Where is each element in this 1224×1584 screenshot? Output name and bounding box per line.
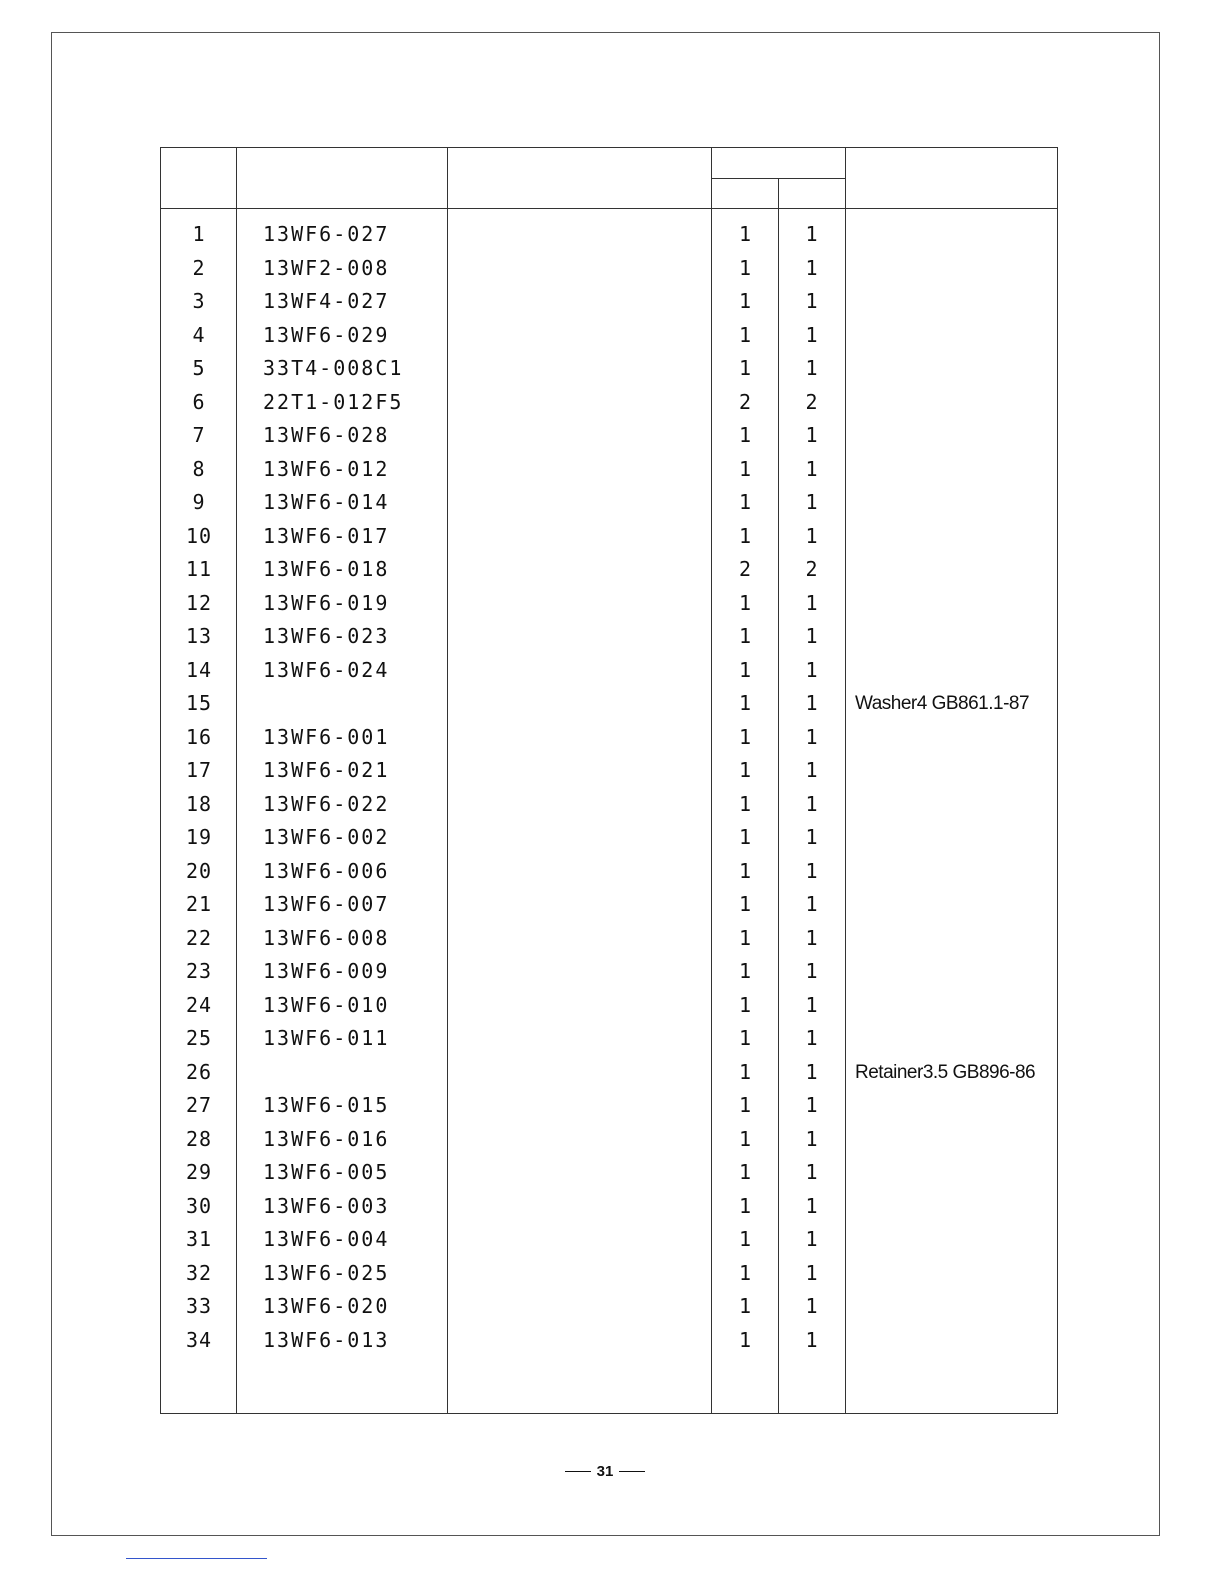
- table-row: [161, 687, 1057, 720]
- quantity-2: 1: [805, 959, 818, 983]
- row-number: 2: [192, 255, 206, 280]
- quantity-2: 1: [805, 1093, 818, 1117]
- row-number: 1: [192, 222, 206, 246]
- part-code: 13WF6-013: [263, 1327, 390, 1352]
- quantity-1: 1: [738, 1160, 752, 1184]
- part-code: 13WF6-021: [263, 758, 390, 782]
- page-number-text: 31: [596, 1462, 614, 1480]
- row-number: 24: [185, 992, 213, 1017]
- table-row: [161, 386, 1057, 419]
- row-number: 26: [185, 1059, 213, 1084]
- remark: Retainer3.5 GB896-86: [855, 1061, 1036, 1083]
- part-code: 13WF6-015: [263, 1093, 390, 1117]
- quantity-1: 1: [738, 892, 752, 916]
- table-row: [161, 654, 1057, 687]
- quantity-2: 1: [805, 255, 818, 280]
- parts-table: [160, 147, 1058, 1414]
- quantity-1: 1: [738, 1294, 752, 1318]
- row-number: 20: [185, 858, 213, 883]
- table-row: [161, 989, 1057, 1022]
- quantity-2: 1: [805, 1126, 818, 1151]
- row-number: 32: [185, 1260, 213, 1285]
- table-row: [161, 821, 1057, 854]
- part-code: 13WF6-010: [263, 992, 390, 1017]
- quantity-2: 1: [805, 892, 818, 916]
- part-code: 13WF6-025: [263, 1260, 390, 1285]
- quantity-2: 1: [805, 1294, 818, 1318]
- quantity-1: 1: [738, 423, 752, 447]
- part-code: 33T4-008C1: [263, 356, 404, 380]
- row-number: 9: [192, 490, 206, 514]
- table-row: [161, 319, 1057, 352]
- part-code: 13WF6-014: [263, 490, 390, 514]
- quantity-1: 1: [738, 925, 752, 950]
- quantity-1: 1: [738, 724, 752, 749]
- page-number-dash-right: [619, 1471, 645, 1472]
- row-number: 31: [185, 1227, 213, 1251]
- table-row: [161, 553, 1057, 586]
- quantity-2: 2: [805, 389, 818, 414]
- row-number: 22: [185, 925, 213, 950]
- quantity-2: 1: [805, 925, 818, 950]
- quantity-1: 1: [738, 691, 752, 715]
- quantity-2: 1: [805, 992, 818, 1017]
- part-code: 22T1-012F5: [263, 389, 404, 414]
- quantity-2: 1: [805, 825, 818, 849]
- part-code: 13WF2-008: [263, 255, 390, 280]
- quantity-1: 1: [738, 1093, 752, 1117]
- table-row: [161, 1324, 1057, 1357]
- part-code: 13WF6-005: [263, 1160, 390, 1184]
- table-row: [161, 888, 1057, 921]
- row-number: 15: [185, 691, 213, 715]
- quantity-2: 1: [805, 691, 818, 715]
- row-number: 7: [192, 423, 206, 447]
- table-row: [161, 1056, 1057, 1089]
- table-row: [161, 922, 1057, 955]
- quantity-1: 1: [738, 322, 752, 347]
- quantity-1: 2: [738, 389, 752, 414]
- quantity-1: 1: [738, 1126, 752, 1151]
- quantity-2: 1: [805, 1059, 818, 1084]
- page-number: [562, 1460, 648, 1482]
- quantity-2: 1: [805, 523, 818, 548]
- quantity-2: 1: [805, 657, 818, 682]
- table-row: [161, 855, 1057, 888]
- quantity-2: 1: [805, 590, 818, 615]
- table-row: [161, 285, 1057, 318]
- table-row: [161, 1257, 1057, 1290]
- table-row: [161, 1223, 1057, 1256]
- table-row: [161, 1190, 1057, 1223]
- row-number: 13: [185, 624, 213, 648]
- row-number: 18: [185, 791, 213, 816]
- header-divider: [161, 208, 1057, 209]
- part-code: 13WF6-006: [263, 858, 390, 883]
- part-code: 13WF6-011: [263, 1026, 390, 1050]
- table-row: [161, 419, 1057, 452]
- row-number: 27: [185, 1093, 213, 1117]
- part-code: 13WF6-001: [263, 724, 390, 749]
- table-row: [161, 453, 1057, 486]
- quantity-1: 1: [738, 1260, 752, 1285]
- row-number: 12: [185, 590, 213, 615]
- table-row: [161, 352, 1057, 385]
- quantity-1: 1: [738, 289, 752, 313]
- table-row: [161, 1290, 1057, 1323]
- part-code: 13WF6-003: [263, 1193, 390, 1218]
- table-row: [161, 252, 1057, 285]
- quantity-1: 1: [738, 858, 752, 883]
- table-row: [161, 1089, 1057, 1122]
- part-code: 13WF6-008: [263, 925, 390, 950]
- row-number: 4: [192, 322, 206, 347]
- quantity-2: 1: [805, 490, 818, 514]
- part-code: 13WF6-020: [263, 1294, 390, 1318]
- quantity-1: 1: [738, 624, 752, 648]
- quantity-1: 1: [738, 791, 752, 816]
- quantity-2: 1: [805, 1193, 818, 1218]
- part-code: 13WF4-027: [263, 289, 390, 313]
- part-code: 13WF6-023: [263, 624, 390, 648]
- quantity-1: 1: [738, 959, 752, 983]
- quantity-2: 1: [805, 1327, 818, 1352]
- quantity-1: 1: [738, 255, 752, 280]
- header-sub-divider: [712, 178, 845, 179]
- quantity-1: 1: [738, 1327, 752, 1352]
- row-number: 5: [192, 356, 206, 380]
- row-number: 33: [185, 1294, 213, 1318]
- table-row: [161, 486, 1057, 519]
- table-row: [161, 955, 1057, 988]
- page-number-dash-left: [565, 1471, 591, 1472]
- row-number: 29: [185, 1160, 213, 1184]
- row-number: 17: [185, 758, 213, 782]
- remark: Washer4 GB861.1-87: [855, 693, 1030, 714]
- quantity-1: 1: [738, 490, 752, 514]
- table-row: [161, 721, 1057, 754]
- part-code: 13WF6-027: [263, 222, 390, 246]
- row-number: 28: [185, 1126, 213, 1151]
- part-code: 13WF6-018: [263, 557, 390, 581]
- row-number: 23: [185, 959, 213, 983]
- quantity-1: 1: [738, 1193, 752, 1218]
- table-row: [161, 788, 1057, 821]
- quantity-1: 1: [738, 1026, 752, 1050]
- quantity-2: 1: [805, 624, 818, 648]
- quantity-2: 1: [805, 289, 818, 313]
- quantity-2: 1: [805, 1227, 818, 1251]
- part-code: 13WF6-022: [263, 791, 390, 816]
- row-number: 30: [185, 1193, 213, 1218]
- row-number: 11: [185, 557, 213, 581]
- quantity-2: 2: [805, 557, 818, 581]
- quantity-1: 1: [738, 456, 752, 481]
- table-row: [161, 1022, 1057, 1055]
- quantity-2: 1: [805, 758, 818, 782]
- quantity-1: 1: [738, 1227, 752, 1251]
- quantity-1: 1: [738, 523, 752, 548]
- row-number: 21: [185, 892, 213, 916]
- part-code: 13WF6-016: [263, 1126, 390, 1151]
- part-code: 13WF6-028: [263, 423, 390, 447]
- part-code: 13WF6-009: [263, 959, 390, 983]
- table-row: [161, 587, 1057, 620]
- quantity-1: 1: [738, 590, 752, 615]
- row-number: 14: [185, 657, 213, 682]
- quantity-2: 1: [805, 322, 818, 347]
- part-code: 13WF6-012: [263, 456, 390, 481]
- row-number: 16: [185, 724, 213, 749]
- quantity-2: 1: [805, 1160, 818, 1184]
- quantity-1: 1: [738, 356, 752, 380]
- quantity-2: 1: [805, 423, 818, 447]
- table-row: [161, 218, 1057, 251]
- row-number: 10: [185, 523, 213, 548]
- footer-link-underline: [126, 1558, 267, 1559]
- table-row: [161, 620, 1057, 653]
- table-row: [161, 1156, 1057, 1189]
- part-code: 13WF6-024: [263, 657, 390, 682]
- quantity-2: 1: [805, 1026, 818, 1050]
- quantity-2: 1: [805, 222, 818, 246]
- quantity-2: 1: [805, 356, 818, 380]
- quantity-2: 1: [805, 791, 818, 816]
- part-code: 13WF6-029: [263, 322, 390, 347]
- quantity-1: 1: [738, 1059, 752, 1084]
- quantity-1: 1: [738, 657, 752, 682]
- quantity-1: 1: [738, 992, 752, 1017]
- part-code: 13WF6-017: [263, 523, 390, 548]
- part-code: 13WF6-004: [263, 1227, 390, 1251]
- row-number: 19: [185, 825, 213, 849]
- row-number: 3: [192, 289, 206, 313]
- quantity-1: 2: [738, 557, 752, 581]
- part-code: 13WF6-002: [263, 825, 390, 849]
- table-row: [161, 520, 1057, 553]
- row-number: 34: [185, 1327, 213, 1352]
- part-code: 13WF6-019: [263, 590, 390, 615]
- row-number: 8: [192, 456, 206, 481]
- quantity-2: 1: [805, 724, 818, 749]
- quantity-1: 1: [738, 758, 752, 782]
- part-code: 13WF6-007: [263, 892, 390, 916]
- row-number: 25: [185, 1026, 213, 1050]
- quantity-1: 1: [738, 222, 752, 246]
- quantity-2: 1: [805, 858, 818, 883]
- quantity-2: 1: [805, 456, 818, 481]
- quantity-2: 1: [805, 1260, 818, 1285]
- table-row: [161, 1123, 1057, 1156]
- table-row: [161, 754, 1057, 787]
- row-number: 6: [192, 389, 206, 414]
- quantity-1: 1: [738, 825, 752, 849]
